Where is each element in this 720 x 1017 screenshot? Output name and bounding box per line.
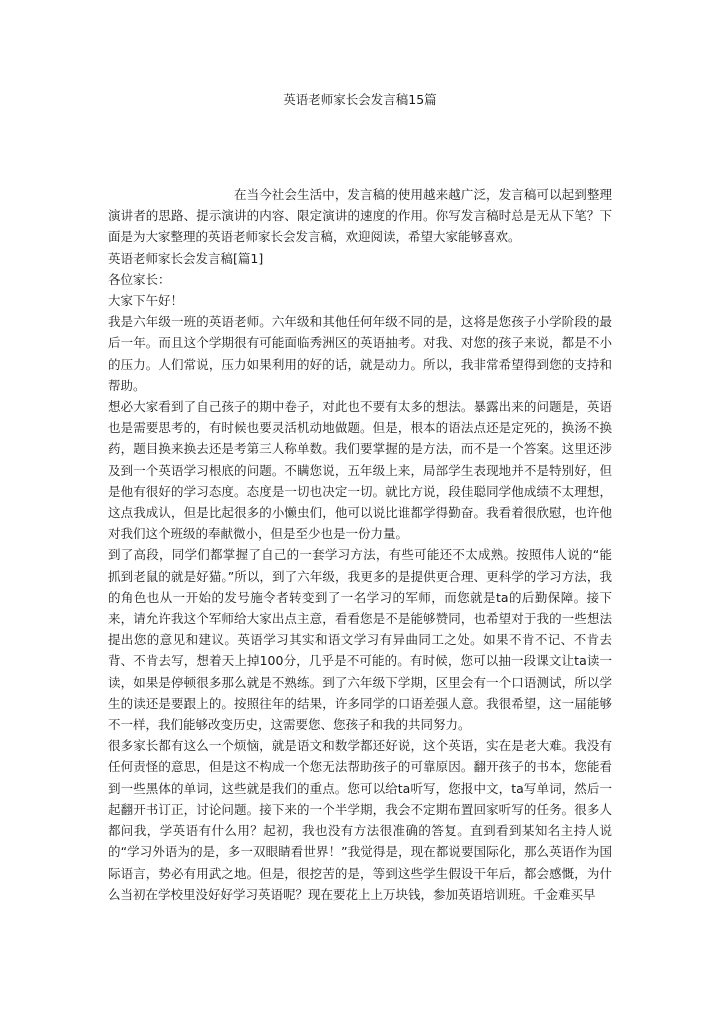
- salutation: 各位家长：: [108, 271, 171, 287]
- greeting: 大家下午好！: [108, 293, 184, 309]
- body-paragraph: 我是六年级一班的英语老师。六年级和其他任何年级不同的是，这将是您孩子小学阶段的最后一年。而且这个学期很有可能面临秀洲区的英语抽考。对我、对您的孩子来说，都是不小的压力。人们常说，压力如果利用的好的话，就是动力。所以，我非常希望得到您的支持和帮助。: [108, 314, 612, 393]
- body-paragraph: 很多家长都有这么一个烦恼，就是语文和数学都还好说，这个英语，实在是老大难。我没有任何责怪的意思，但是这不构成一个您无法帮助孩子的可靠原因。翻开孩子的书本，您能看到一些黑体的单词，这些就是我们的重点。您可以给ta听写，您报中文，ta写单词，然后一起翻开书订正，讨论问题。接下来的一个半学期，我会不定期布置回家听写的任务。很多人都问我，学英语有什么用？起初，我也没有方法很准确的答复。直到看到某知名主持人说的“学习外语为的是，多一双眼睛看世界！”我觉得是，现在都说要国际化，那么英语作为国际语言，势必有用武之地。但是，很挖苦的是，等到这些学生假设干年后，都会感慨，为什么当初在学校里没好好学习英语呢？现在要花上上万块钱，参加英语培训班。千金难买早: [108, 738, 612, 902]
- section-heading: 英语老师家长会发言稿[篇1]: [108, 250, 264, 266]
- body-paragraph: 想必大家看到了自己孩子的期中卷子，对此也不要有太多的想法。暴露出来的问题是，英语也是需要思考的，有时候也要灵活机动地做题。但是，根本的语法点还是定死的，换汤不换药，题目换来换去还是考第三人称单数。我们要掌握的是方法，而不是一个答案。这里还涉及到一个英语学习根底的问题。不瞒您说，五年级上来，局部学生表现地并不是特别好，但是他有很好的学习态度。态度是一切也决定一切。就比方说，段佳聪同学他成绩不太理想，这点我成认，但是比起很多的小懒虫们，他可以说比谁都学得勤奋。我看着很欣慰，也许他对我们这个班级的奉献微小，但是至少也是一份力量。: [108, 399, 612, 542]
- document-body: [108, 184, 612, 905]
- document-title: 英语老师家长会发言稿15篇: [283, 92, 437, 107]
- intro-paragraph: 在当今社会生活中，发言稿的使用越来越广泛，发言稿可以起到整理演讲者的思路、提示演讲的内容、限定演讲的速度的作用。你写发言稿时总是无从下笔？下面是为大家整理的英语老师家长会发言稿，欢迎阅读，希望大家能够喜欢。: [108, 187, 612, 245]
- body-paragraph: 到了高段，同学们都掌握了自己的一套学习方法，有些可能还不太成熟。按照伟人说的“能抓到老鼠的就是好猫。”所以，到了六年级，我更多的是提供更合理、更科学的学习方法，我的角色也从一开始的发号施令者转变到了一名学习的军师，而您就是ta的后勤保障。接下来，请允许我这个军师给大家出点主意，看看您是不是能够赞同，也希望对于我的一些想法提出您的意见和建议。英语学习其实和语文学习有异曲同工之处。如果不肯不记、不肯去背、不肯去写，想着天上掉100分，几乎是不可能的。有时候，您可以抽一段课文让ta读一读，如果是停顿很多那么就是不熟练。到了六年级下学期，区里会有一个口语测试，所以学生的读还是要跟上的。按照往年的结果，许多同学的口语差强人意。我很希望，这一届能够不一样，我们能够改变历史，这需要您、您孩子和我的共同努力。: [108, 547, 612, 733]
